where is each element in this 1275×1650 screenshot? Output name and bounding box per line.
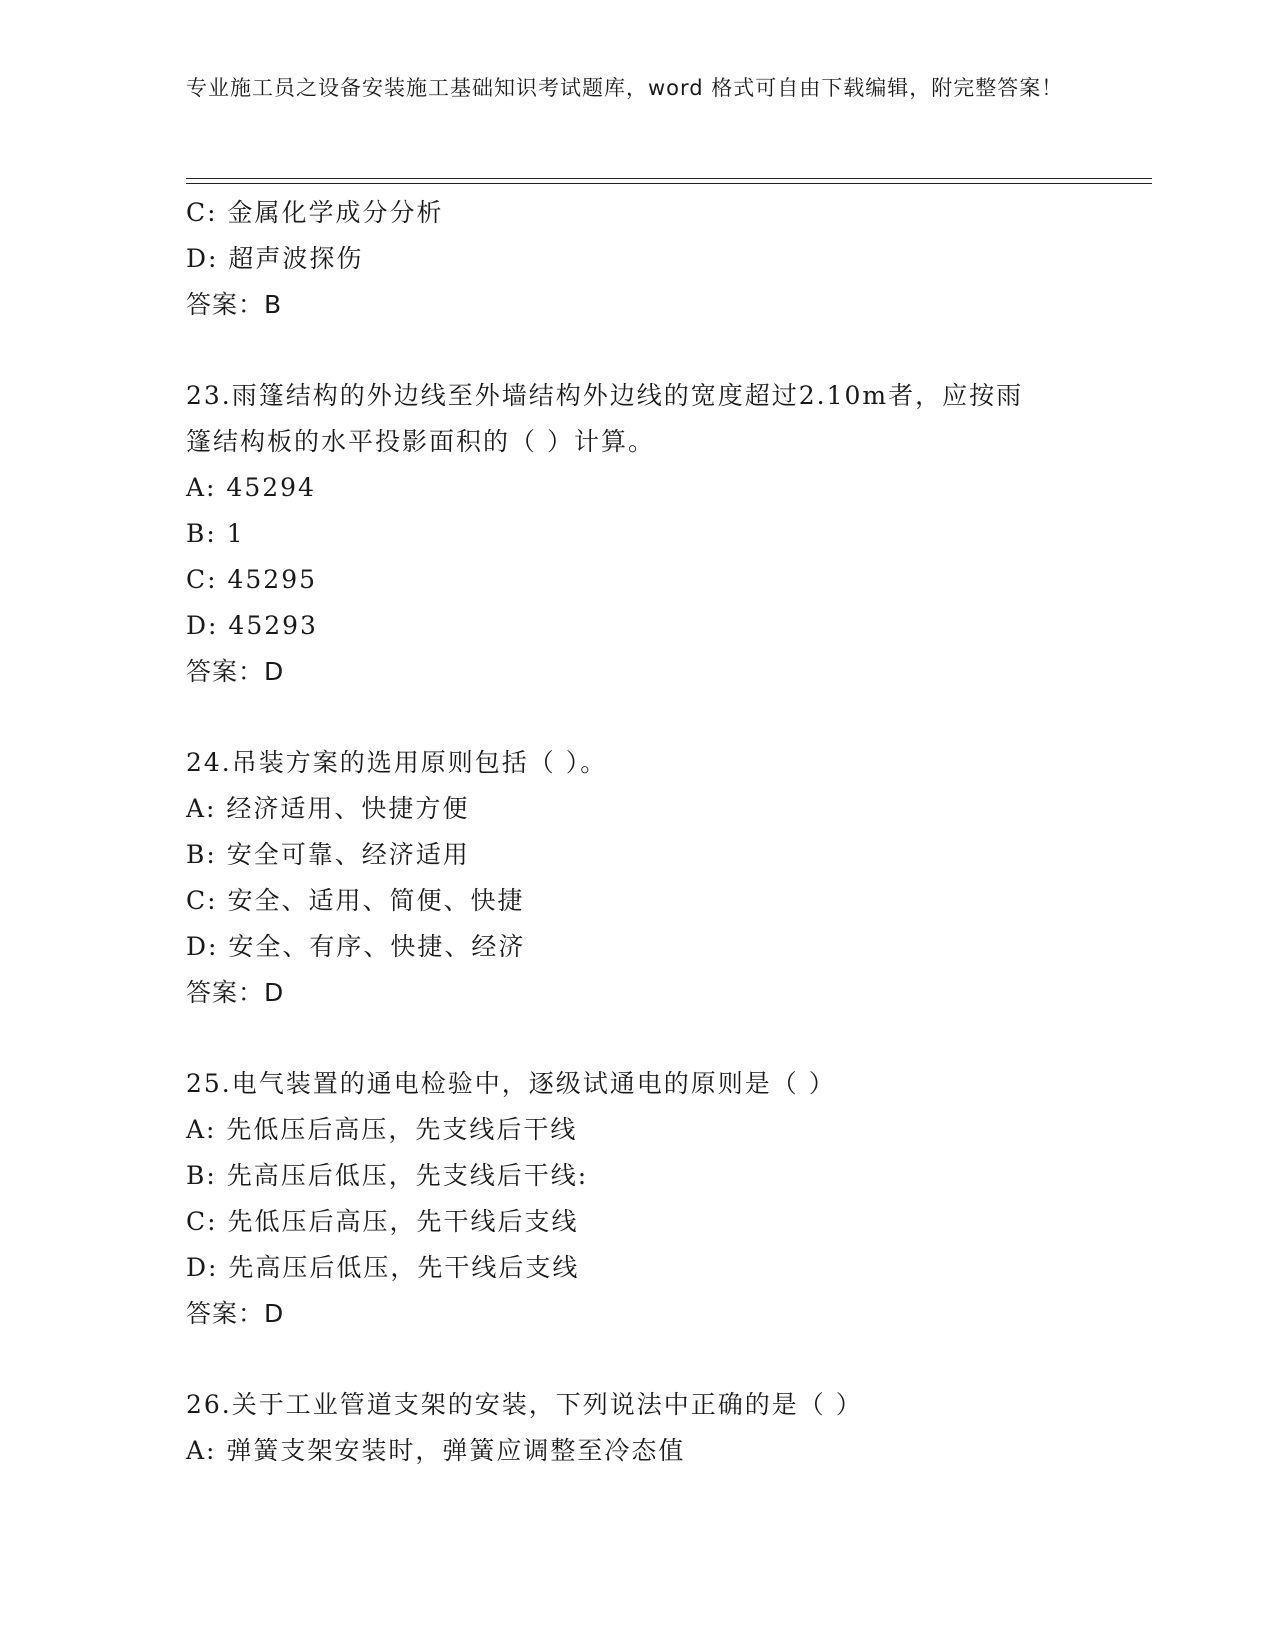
question-24 — [186, 740, 1126, 1016]
question-23 — [186, 373, 1126, 695]
question-stem: 26.关于工业管道支架的安装，下列说法中正确的是（ ） — [186, 1390, 863, 1419]
option-d: D: 超声波探伤 — [186, 244, 364, 273]
option-d: D: 先高压后低压，先干线后支线 — [186, 1253, 580, 1282]
question-stem: 24.吊装方案的选用原则包括（ ）。 — [186, 748, 608, 777]
document-header: 专业施工员之设备安装施工基础知识考试题库，word 格式可自由下载编辑，附完整答案！ — [186, 76, 1064, 100]
question-list — [186, 190, 1126, 1474]
option-c: C: 金属化学成分分析 — [186, 198, 444, 227]
question-25 — [186, 1061, 1126, 1337]
answer-line: 答案：D — [186, 657, 285, 686]
option-c: C: 安全、适用、简便、快捷 — [186, 886, 525, 915]
option-c: C: 先低压后高压，先干线后支线 — [186, 1207, 579, 1236]
answer-line: 答案：B — [186, 290, 283, 319]
answer-line: 答案：D — [186, 1299, 285, 1328]
option-a: A: 先低压后高压，先支线后干线 — [186, 1115, 578, 1144]
option-d: D: 45293 — [186, 611, 318, 640]
question-stem: 25.电气装置的通电检验中，逐级试通电的原则是（ ） — [186, 1069, 836, 1098]
option-a: A: 经济适用、快捷方便 — [186, 794, 470, 823]
question-stem: 23.雨篷结构的外边线至外墙结构外边线的宽度超过2.10m者，应按雨 — [186, 381, 1024, 410]
option-b: B: 先高压后低压，先支线后干线: — [186, 1161, 589, 1190]
option-d: D: 安全、有序、快捷、经济 — [186, 932, 526, 961]
header-divider-top — [186, 178, 1152, 179]
option-b: B: 1 — [186, 519, 245, 548]
header-divider-bottom — [186, 183, 1152, 184]
answer-line: 答案：D — [186, 978, 285, 1007]
option-c: C: 45295 — [186, 565, 318, 594]
option-a: A: 45294 — [186, 473, 316, 502]
question-26 — [186, 1382, 1126, 1474]
question-stem-continued: 篷结构板的水平投影面积的（ ）计算。 — [186, 427, 655, 456]
option-a: A: 弹簧支架安装时，弹簧应调整至冷态值 — [186, 1436, 686, 1465]
option-b: B: 安全可靠、经济适用 — [186, 840, 470, 869]
